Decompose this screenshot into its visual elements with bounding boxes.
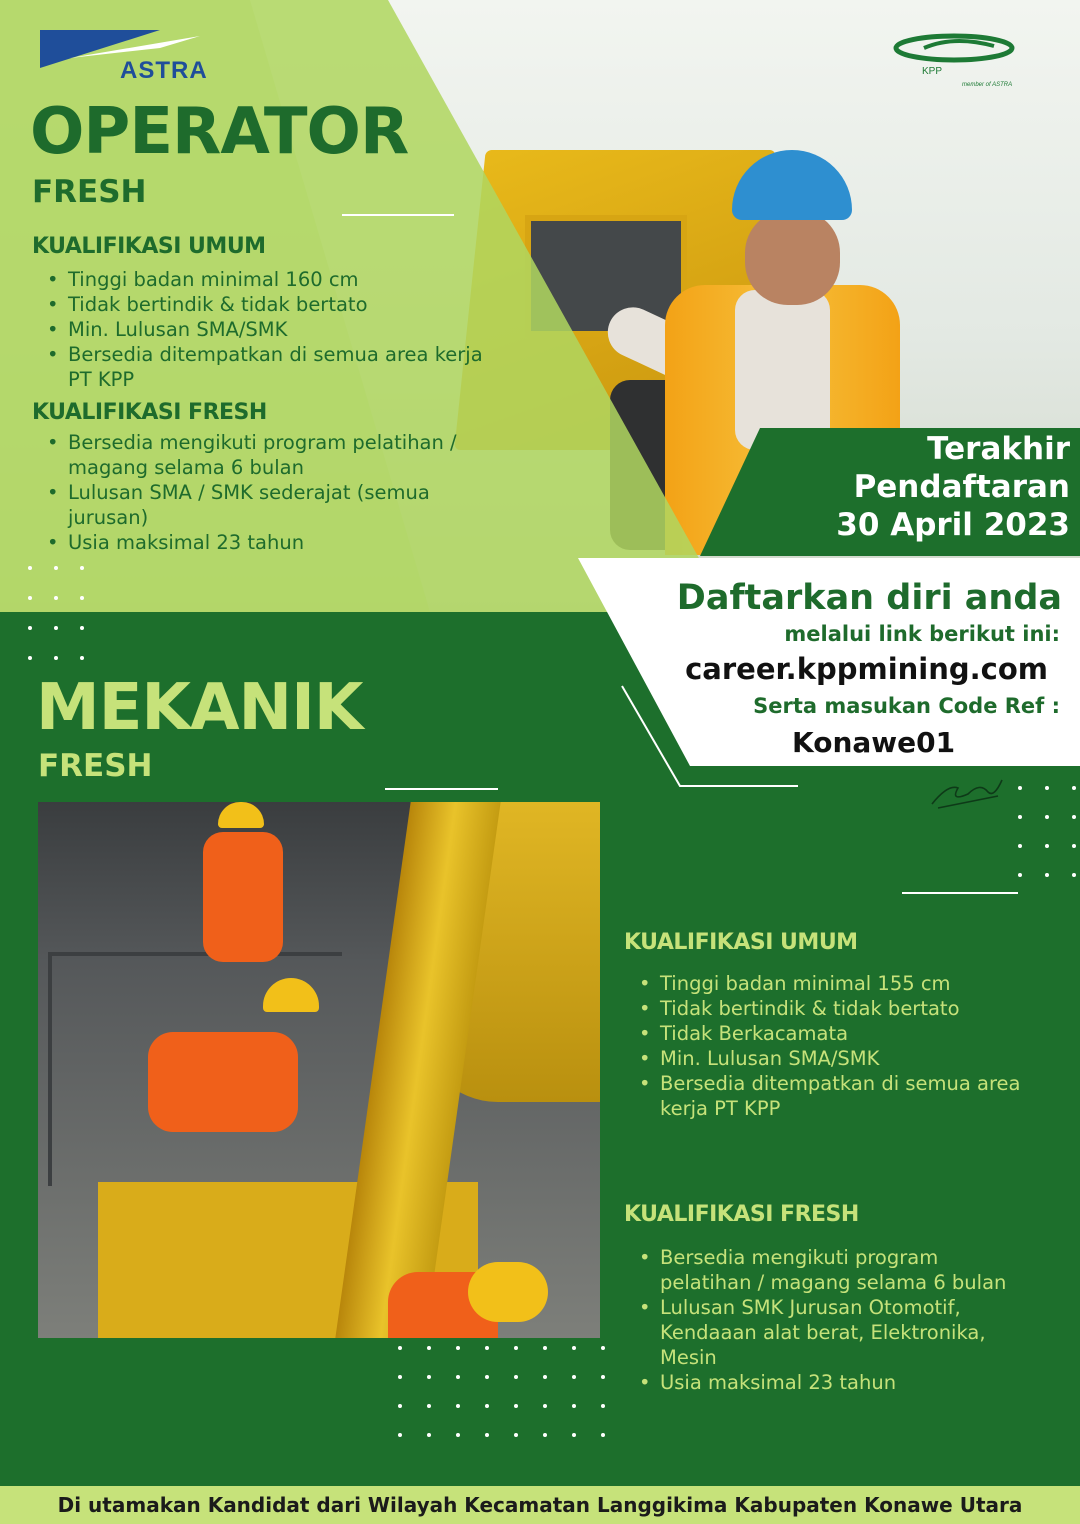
mekanik-title: MEKANIK [36, 671, 363, 745]
svg-text:KPP: KPP [922, 66, 943, 77]
kpp-logo [884, 30, 1024, 90]
career-link[interactable]: career.kppmining.com [685, 652, 1048, 686]
hard-hat-icon [218, 802, 264, 828]
register-title: Daftarkan diri anda [676, 578, 1062, 618]
signature [928, 774, 1006, 810]
register-subtitle: melalui link berikut ini: [784, 622, 1060, 646]
footer-note: Di utamakan Kandidat dari Wilayah Kecamatan Langgikima Kabupaten Konawe Utara [57, 1493, 1023, 1517]
list-item: • Tidak bertindik & tidak bertato [32, 292, 502, 317]
decorative-line [620, 684, 800, 794]
deadline-date: 30 April 2023 [836, 507, 1070, 543]
list-item: • Lulusan SMA / SMK sederajat (semua jurusan) [32, 480, 502, 530]
operator-fresh-list [32, 430, 502, 555]
deadline-label-2: Pendaftaran [853, 469, 1070, 505]
mekanik-umum-heading: KUALIFIKASI UMUM [624, 930, 858, 955]
svg-text:ASTRA: ASTRA [120, 57, 208, 84]
divider [902, 892, 1018, 894]
code-ref-value: Konawe01 [792, 726, 956, 759]
mekanik-subtitle: FRESH [38, 748, 153, 784]
list-item: • Lulusan SMK Jurusan Otomotif, Kendaaan alat berat, Elektronika, Mesin [624, 1295, 1034, 1370]
list-item: • Bersedia ditempatkan di semua area kerja PT KPP [32, 342, 502, 392]
operator-subtitle: FRESH [32, 174, 147, 210]
deadline-text [730, 430, 1070, 544]
hard-hat-icon [468, 1262, 548, 1322]
mechanic-worker [148, 1032, 298, 1132]
operator-fresh-heading: KUALIFIKASI FRESH [32, 400, 267, 425]
mekanik-umum-list [624, 971, 1034, 1121]
list-item: • Bersedia ditempatkan di semua area kerja PT KPP [624, 1071, 1034, 1121]
astra-logo [40, 28, 220, 84]
list-item: • Tinggi badan minimal 160 cm [32, 267, 502, 292]
divider [385, 788, 498, 790]
mekanik-photo [38, 802, 600, 1338]
operator-title: OPERATOR [30, 95, 409, 169]
list-item: • Min. Lulusan SMA/SMK [32, 317, 502, 342]
svg-text:member of ASTRA: member of ASTRA [962, 82, 1013, 88]
code-ref-label: Serta masukan Code Ref : [753, 694, 1060, 718]
mekanik-fresh-list [624, 1245, 1034, 1395]
list-item: • Min. Lulusan SMA/SMK [624, 1046, 1034, 1071]
worker-face [745, 210, 840, 305]
list-item: • Bersedia mengikuti program pelatihan / magang selama 6 bulan [624, 1245, 1034, 1295]
list-item: • Tidak bertindik & tidak bertato [624, 996, 1034, 1021]
list-item: • Tidak Berkacamata [624, 1021, 1034, 1046]
list-item: • Tinggi badan minimal 155 cm [624, 971, 1034, 996]
list-item: • Bersedia mengikuti program pelatihan / magang selama 6 bulan [32, 430, 502, 480]
mechanic-worker [203, 832, 283, 962]
list-item: • Usia maksimal 23 tahun [32, 530, 502, 555]
deadline-label-1: Terakhir [927, 431, 1070, 467]
worker-shirt [735, 290, 830, 450]
divider [342, 214, 454, 216]
list-item: • Usia maksimal 23 tahun [624, 1370, 1034, 1395]
operator-umum-heading: KUALIFIKASI UMUM [32, 234, 266, 259]
operator-umum-list [32, 267, 502, 392]
mekanik-fresh-heading: KUALIFIKASI FRESH [624, 1202, 859, 1227]
